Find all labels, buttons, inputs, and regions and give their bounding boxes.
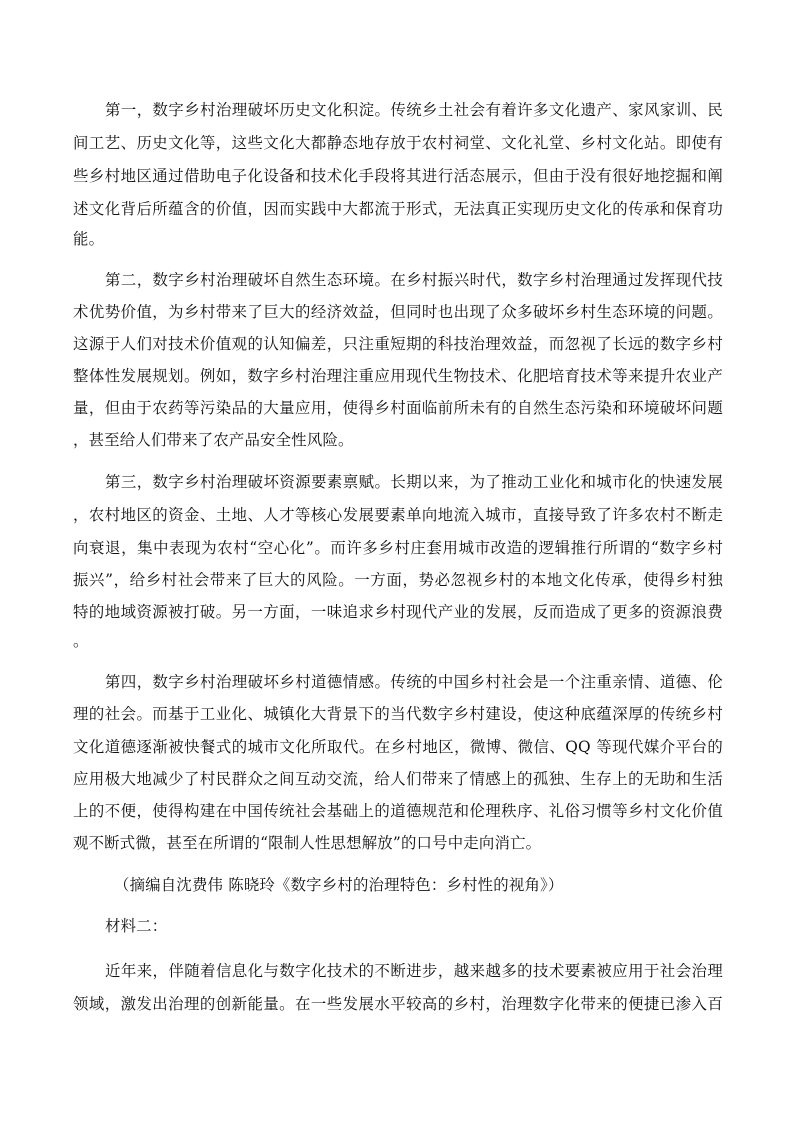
paragraph-line: 能。 — [73, 230, 105, 248]
paragraph-line: 间工艺、历史文化等，这些文化大都静态地存放于农村祠堂、文化礼堂、乡村文化站。即使有 — [73, 134, 723, 152]
paragraph-line: 第三，数字乡村治理破坏资源要素禀赋。长期以来，为了推动工业化和城市化的快速发展 — [105, 473, 723, 491]
paragraph-line: ，甚至给人们带来了农产品安全性风险。 — [73, 431, 354, 449]
paragraph-line: ，农村地区的资金、土地、人才等核心发展要素单向地流入城市，直接导致了许多农村不断走 — [73, 506, 723, 524]
paragraph-line: 些乡村地区通过借助电子化设备和技术化手段将其进行活态展示，但由于没有很好地挖掘和阐 — [73, 167, 723, 185]
paragraph-line: 上的不便，使得构建在中国传统社会基础上的道德规范和伦理秩序、礼俗习惯等乡村文化价值 — [73, 802, 723, 820]
paragraph-line: 应用极大地减少了村民群众之间互动交流，给人们带来了情感上的孤独、生存上的无助和生活 — [73, 770, 723, 788]
paragraph-line: 近年来，伴随着信息化与数字化技术的不断进步，越来越多的技术要素被应用于社会治理 — [105, 962, 723, 980]
paragraph-line: 这源于人们对技术价值观的认知偏差，只注重短期的科技治理效益，而忽视了长远的数字乡村 — [73, 335, 723, 353]
paragraph-line: 第二，数字乡村治理破坏自然生态环境。在乡村振兴时代，数字乡村治理通过发挥现代技 — [105, 271, 723, 289]
paragraph-line: 向衰退，集中表现为农村“空心化”。而许多乡村庄套用城市改造的逻辑推行所谓的“数字乡村 — [73, 539, 723, 557]
material-heading: 材料二： — [105, 917, 168, 935]
paragraph-line: 理的社会。而基于工业化、城镇化大背景下的当代数字乡村建设，使这种底蕴深厚的传统乡村 — [73, 705, 723, 723]
paragraph-line: 第一，数字乡村治理破坏历史文化积淀。传统乡土社会有着许多文化遗产、家风家训、民 — [105, 101, 723, 119]
paragraph-line: 量，但由于农药等污染品的大量应用，使得乡村面临前所未有的自然生态污染和环境破坏问题 — [73, 399, 723, 417]
paragraph-line: 述文化背后所蕴含的价值，因而实践中大都流于形式，无法真正实现历史文化的传承和保育功 — [73, 200, 723, 218]
paragraph-line: 第四，数字乡村治理破坏乡村道德情感。传统的中国乡村社会是一个注重亲情、道德、伦 — [105, 673, 723, 691]
paragraph-line: 。 — [73, 632, 89, 650]
paragraph-line: 术优势价值，为乡村带来了巨大的经济效益，但同时也出现了众多破坏乡村生态环境的问题。 — [73, 303, 723, 321]
paragraph-line: 领域，激发出治理的创新能量。在一些发展水平较高的乡村，治理数字化带来的便捷已渗入百 — [73, 995, 723, 1013]
paragraph-line: 特的地域资源被打破。另一方面，一味追求乡村现代产业的发展，反而造成了更多的资源浪费 — [73, 603, 723, 621]
source-citation: （摘编自沈费伟 陈晓玲《数字乡村的治理特色：乡村性的视角》） — [114, 876, 564, 894]
paragraph-line: 整体性发展规划。例如，数字乡村治理注重应用现代生物技术、化肥培育技术等来提升农业产 — [73, 367, 723, 385]
paragraph-line: 振兴”，给乡村社会带来了巨大的风险。一方面，势必忽视乡村的本地文化传承，使得乡村独 — [73, 571, 723, 589]
paragraph-line: 文化道德逐渐被快餐式的城市文化所取代。在乡村地区，微博、微信、QQ 等现代媒介平台的 — [73, 738, 723, 756]
paragraph-line: 观不断式微，甚至在所谓的“限制人性思想解放”的口号中走向消亡。 — [73, 834, 542, 852]
